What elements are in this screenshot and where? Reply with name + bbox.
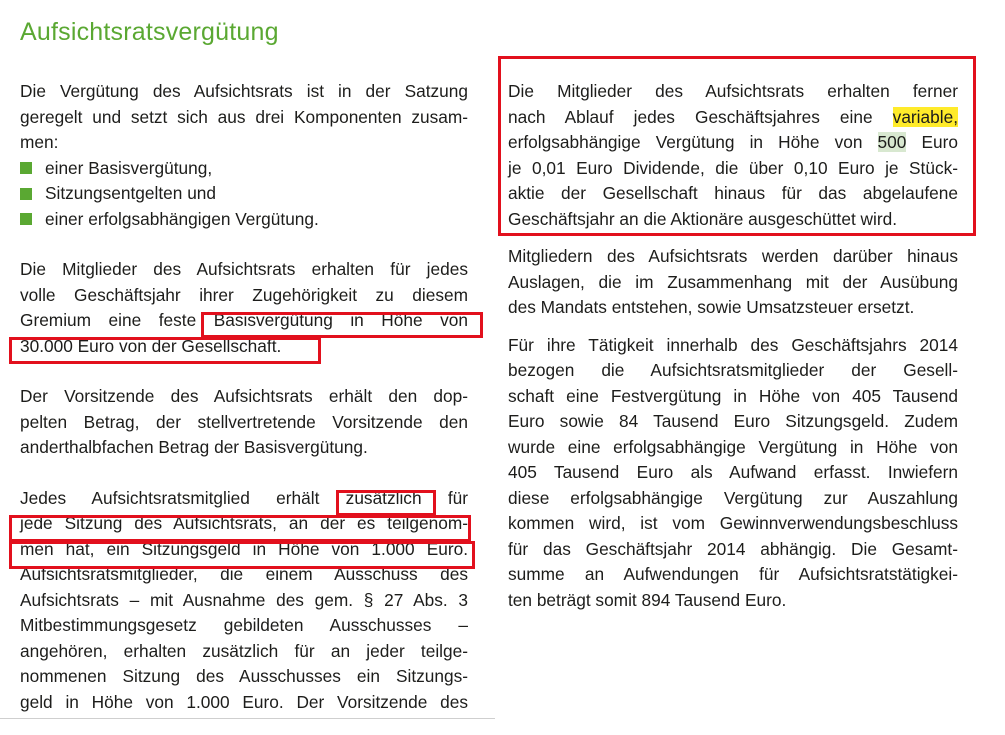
- left-column: [20, 79, 468, 715]
- text-line: Gremium eine feste Basisvergütung in Höhe von: [20, 310, 468, 330]
- text-line: men hat, ein Sitzungsgeld in Höhe von 1.000 Euro.: [20, 538, 468, 559]
- base-compensation-paragraph: [20, 257, 468, 359]
- text-line: Für ihre Tätigkeit innerhalb des Geschäftsjahrs 2014: [508, 334, 958, 355]
- text-line: Euro sowie 84 Tausend Euro Sitzungsgeld. Zudem: [508, 411, 958, 431]
- text-line: kommen wird, ist vom Gewinnverwendungsbeschluss: [508, 513, 958, 533]
- list-item: [20, 156, 468, 182]
- text-line: geregelt und setzt sich aus drei Komponenten zusam-: [20, 106, 468, 127]
- variable-compensation-paragraph: [508, 79, 958, 232]
- text-line: volle Geschäftsjahr ihrer Zugehörigkeit zu diesem: [20, 284, 468, 305]
- list-item-label: einer Basisvergütung,: [45, 157, 213, 178]
- text-line: Auslagen, die im Zusammenhang mit der Ausübung: [508, 271, 958, 292]
- text-line: jede Sitzung des Aufsichtsrats, an der es teilgenom-: [20, 513, 468, 533]
- text-line: Die Mitglieder des Aufsichtsrats erhalten für jedes: [20, 259, 468, 279]
- meeting-fee-paragraph: [20, 486, 468, 716]
- right-column: [508, 79, 958, 613]
- text-line: Aufsichtsratsmitglieder, die einem Ausschuss des: [20, 564, 468, 584]
- fiscal-year-paragraph: [508, 333, 958, 614]
- text-line: geld in Höhe von 1.000 Euro. Der Vorsitzende des: [20, 691, 468, 712]
- intro-paragraph: [20, 79, 468, 156]
- expenses-paragraph: [508, 244, 958, 321]
- text-line: erfolgsabhängige Vergütung in Höhe von 500 Euro: [508, 132, 958, 152]
- text-line: nommenen Sitzung des Ausschusses ein Sitzungs-: [20, 666, 468, 686]
- text-line: men:: [20, 132, 59, 152]
- bullet-square-icon: [20, 188, 32, 200]
- text-line: pelten Betrag, der stellvertretende Vorsitzende den: [20, 411, 468, 432]
- text-line: Aufsichtsrats – mit Ausnahme des gem. § 27 Abs. 3: [20, 589, 468, 610]
- text-line: angehören, erhalten zusätzlich für an jeder teilge-: [20, 640, 468, 661]
- list-item: [20, 181, 468, 207]
- text-line: aktie der Gesellschaft hinaus für das abgelaufene: [508, 183, 958, 203]
- text-line: wurde eine erfolgsabhängige Vergütung in Höhe von: [508, 436, 958, 457]
- text-line: Der Vorsitzende des Aufsichtsrats erhält den dop-: [20, 386, 468, 406]
- list-item-label: einer erfolgsabhängigen Vergütung.: [45, 208, 319, 229]
- bullet-square-icon: [20, 162, 32, 174]
- text-line: ten beträgt somit 894 Tausend Euro.: [508, 589, 787, 610]
- text-line: nach Ablauf jedes Geschäftsjahres eine variable,: [508, 106, 958, 127]
- text-line: für das Geschäftsjahr 2014 abhängig. Die Gesamt-: [508, 538, 958, 559]
- text-line: 30.000 Euro von der Gesellschaft.: [20, 335, 282, 356]
- chair-compensation-paragraph: [20, 384, 468, 461]
- text-line: Jedes Aufsichtsratsmitglied erhält zusätzlich für: [20, 487, 468, 508]
- list-item: [20, 207, 468, 233]
- text-line: anderthalbfachen Betrag der Basisvergütung.: [20, 437, 368, 457]
- section-heading: Aufsichtsratsvergütung: [20, 18, 279, 46]
- text-line: diese erfolgsabhängige Vergütung zur Auszahlung: [508, 487, 958, 508]
- highlight-amount: 500: [877, 132, 907, 152]
- bullet-square-icon: [20, 213, 32, 225]
- text-line: Die Mitglieder des Aufsichtsrats erhalten ferner: [508, 81, 958, 101]
- text-line: des Mandats entstehen, sowie Umsatzsteuer ersetzt.: [508, 297, 915, 317]
- list-item-label: Sitzungsentgelten und: [45, 183, 217, 203]
- component-list: [20, 156, 468, 233]
- text-line: Mitgliedern des Aufsichtsrats werden darüber hinaus: [508, 246, 958, 266]
- text-line: Mitbestimmungsgesetz gebildeten Ausschusses –: [20, 615, 468, 635]
- page-divider: [0, 718, 495, 719]
- text-line: Geschäftsjahr an die Aktionäre ausgeschüttet wird.: [508, 208, 898, 229]
- text-line: summe an Aufwendungen für Aufsichtsratstätigkei-: [508, 564, 958, 584]
- highlight-variable: variable,: [892, 106, 958, 127]
- text-line: 405 Tausend Euro als Aufwand erfasst. Inwiefern: [508, 462, 958, 482]
- text-line: Die Vergütung des Aufsichtsrats ist in der Satzung: [20, 81, 468, 101]
- text-line: je 0,01 Euro Dividende, die über 0,10 Euro je Stück-: [508, 157, 958, 178]
- text-line: bezogen die Aufsichtsratsmitglieder der Gesell-: [508, 360, 958, 380]
- text-line: schaft eine Festvergütung in Höhe von 405 Tausend: [508, 385, 958, 406]
